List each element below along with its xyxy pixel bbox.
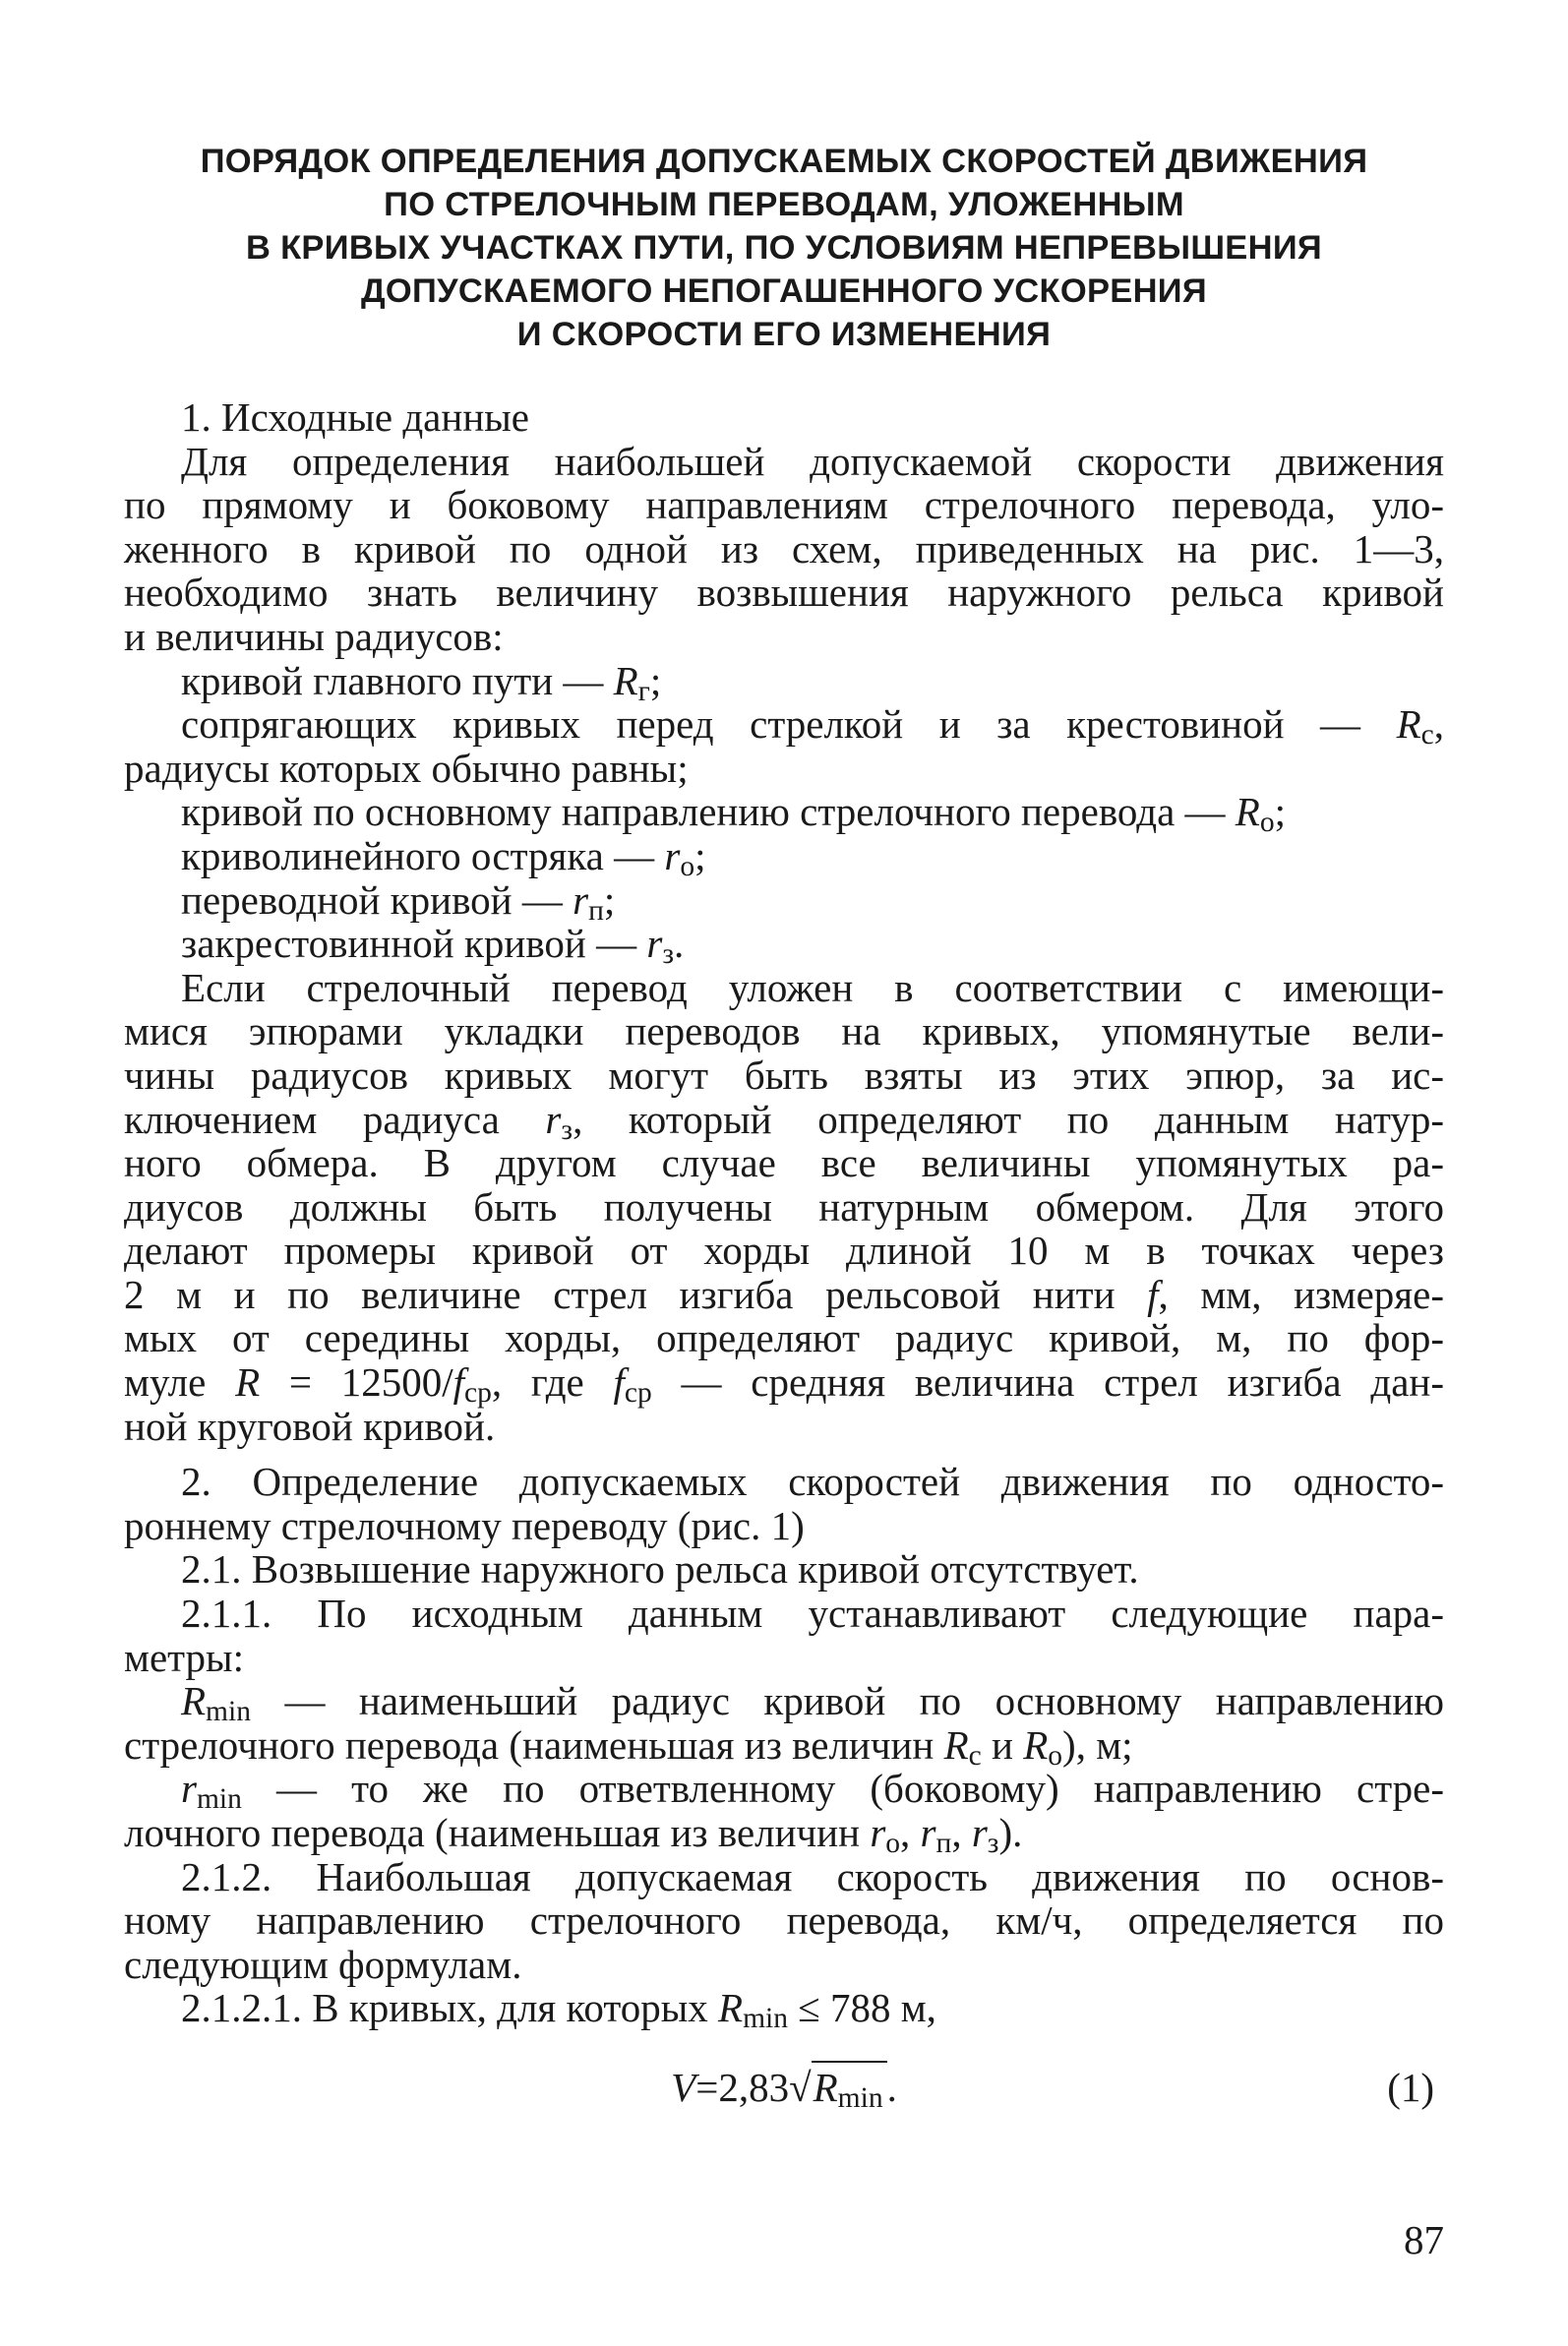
section-heading-1: 1. Исходные данные [181,394,530,440]
subsection-2-1: 2.1. Возвышение наружного рельса кривой отсутствует. [181,1546,1139,1593]
text-line: 2. Определение допускаемых скоростей движения по односто- [181,1459,1444,1505]
formula-1 [124,2063,1444,2122]
text-line: делают промеры кривой от хорды длиной 10 м в точках через [124,1228,1444,1274]
section-heading-2 [124,1460,1444,1547]
text-line: и величины радиусов: [124,613,504,659]
text-line: 2.1.1. По исходным данным устанавливают следующие пара- [181,1591,1444,1637]
page-number: 87 [1404,2217,1444,2262]
list-item-mating-curves: сопрягающих кривых перед стрелкой и за крестовиной — $R_с$, [181,701,1444,752]
text-line: необходимо знать величину возвышения наружного рельса кривой [124,570,1444,616]
subsection-2-1-1 [124,1592,1444,1679]
page-title [118,140,1450,356]
list-item-main-curve: кривой главного пути — $R_г$; [181,657,662,707]
title-line: ПОРЯДОК ОПРЕДЕЛЕНИЯ ДОПУСКАЕМЫХ СКОРОСТЕЙ ДВИЖЕНИЯ [200,143,1368,180]
text-line: диусов должны быть получены натурным обмером. Для этого [124,1183,1444,1230]
list-item-curved-switch-rail: криволинейного остряка — $r_о$; [181,832,706,882]
text-line: ному направлению стрелочного перевода, км/ч, определяется по [124,1897,1444,1944]
text-line: лочного перевода (наименьшая из величин $r_о$, $r_п$, $r_з$). [124,1810,1023,1859]
list-item-post-frog-curve: закрестовинной кривой — $r_з$. [181,921,685,971]
paragraph-source-data [124,440,1444,659]
formula-number: (1) [1387,2065,1434,2110]
sqrt-sign: √ [789,2065,812,2110]
title-line: И СКОРОСТИ ЕГО ИЗМЕНЕНИЯ [516,316,1052,353]
definition-R-min [124,1678,1444,1772]
text-line: метры: [124,1634,244,1680]
subsection-2-1-2-1: 2.1.2.1. В кривых, для которых $R_{min} \le 788$ м, [181,1985,936,2035]
text-line: женного в кривой по одной из схем, приведенных на рис. 1—3, [124,525,1444,571]
formula-expression: $V=2,83√R_{min}$. [124,2063,1444,2112]
text-line: мися эпюрами укладки переводов на кривых, упомянутые вели- [124,1008,1444,1054]
list-item-lead-curve: переводной кривой — $r_п$; [181,876,616,927]
text-line: Для определения наибольшей допускаемой скорости движения [181,438,1444,484]
text-line: Если стрелочный перевод уложен в соответствии с имеющи- [181,964,1444,1010]
text-line: мых от середины хорды, определяют радиус кривой, м, по фор- [124,1315,1444,1361]
text-line: по прямому и боковому направлениям стрелочного перевода, уло- [124,482,1444,528]
text-line: ключением радиуса $r_з$, который определяют по данным натур- [124,1096,1444,1146]
subsection-2-1-2 [124,1855,1444,1987]
text-line: 2 м и по величине стрел изгиба рельсовой нити f, мм, измеряе- [124,1271,1444,1317]
document-body [124,394,1444,2035]
text-line: стрелочного перевода (наименьшая из величин $R_с$ и $R_о$), м; [124,1721,1133,1772]
title-line: ПО СТРЕЛОЧНЫМ ПЕРЕВОДАМ, УЛОЖЕННЫМ [384,186,1184,223]
text-line: $r_{min}$ — то же по ответвленному (боковому) направлению стре- [181,1766,1444,1816]
text-line: роннему стрелочному переводу (рис. 1) [124,1502,805,1548]
text-line: $R_{min}$ — наименьший радиус кривой по основному направлению [181,1678,1444,1728]
text-line: ного обмера. В другом случае все величины упомянутых ра- [124,1140,1444,1186]
text-line: следующим формулам. [124,1941,522,1987]
definition-r-min [124,1766,1444,1859]
text-line: чины радиусов кривых могут быть взяты из этих эпюр, за ис- [124,1052,1444,1098]
text-line: 2.1.2. Наибольшая допускаемая скорость движения по основ- [181,1853,1444,1899]
text-line: муле $R = 12500/f_{ср}$, где $f_{ср}$ — средняя величина стрел изгиба дан- [124,1359,1444,1409]
title-line: ДОПУСКАЕМОГО НЕПОГАШЕННОГО УСКОРЕНИЯ [361,272,1207,310]
radius-list [124,657,1444,971]
list-item-continuation: радиусы которых обычно равны; [124,745,689,791]
paragraph-measurement [124,966,1444,1449]
radicand: $R_{min}$ [812,2061,887,2110]
text-line: ной круговой кривой. [124,1403,496,1449]
title-line: В КРИВЫХ УЧАСТКАХ ПУТИ, ПО УСЛОВИЯМ НЕПРЕВЫШЕНИЯ [245,229,1323,267]
list-item-main-direction: кривой по основному направлению стрелочного перевода — $R_о$; [181,789,1287,839]
